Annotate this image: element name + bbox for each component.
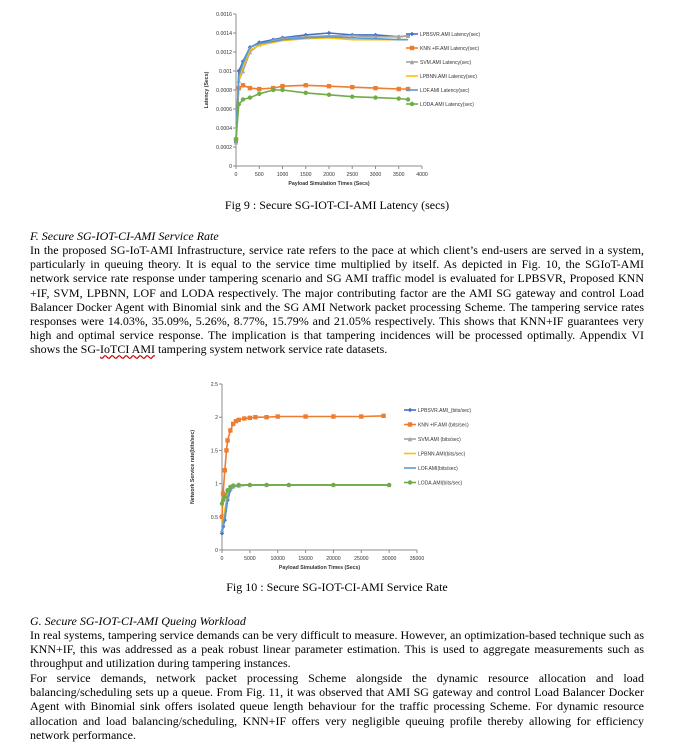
y-tick-label: 0.0008 (216, 88, 232, 94)
series-line (222, 485, 389, 530)
data-point (280, 84, 284, 88)
legend-entry: LODA.AMI(bits/sec) (418, 480, 463, 487)
data-point (237, 418, 241, 422)
y-tick-label: 0 (229, 164, 232, 170)
x-tick-label: 2000 (323, 172, 335, 178)
data-point (223, 468, 227, 472)
data-point (331, 483, 335, 487)
series-line (222, 485, 389, 532)
data-point (304, 83, 308, 87)
x-axis-label: Payload Simulation Times (Secs) (288, 181, 370, 187)
data-point (303, 414, 307, 418)
data-point (406, 97, 410, 101)
data-point (387, 483, 391, 487)
series-line (222, 416, 384, 517)
legend-entry: LPBNN.AMI(bits/sec) (418, 451, 466, 458)
data-point (241, 83, 245, 87)
data-point (327, 93, 331, 97)
legend-entry: KNN +IF.AMI Latency(sec) (420, 46, 480, 52)
y-tick-label: 0 (215, 548, 218, 554)
data-point (373, 86, 377, 90)
x-tick-label: 2500 (346, 172, 359, 178)
y-tick-label: 0.001 (219, 69, 232, 75)
data-point (223, 495, 227, 499)
data-point (241, 97, 245, 101)
data-point (237, 483, 241, 487)
legend-marker (408, 480, 412, 484)
x-tick-label: 5000 (244, 556, 256, 562)
legend-entry: SVM.AMI (bits/sec) (418, 437, 461, 443)
data-point (381, 414, 385, 418)
x-tick-label: 4000 (416, 172, 428, 178)
y-tick-label: 0.0004 (216, 126, 232, 132)
x-tick-label: 3000 (369, 172, 382, 178)
data-point (253, 415, 257, 419)
y-tick-label: 0.0006 (216, 107, 232, 113)
y-tick-label: 0.0016 (216, 12, 232, 18)
x-tick-label: 3500 (392, 172, 405, 178)
x-tick-label: 20000 (326, 556, 341, 562)
y-tick-label: 0.0012 (216, 50, 232, 56)
data-point (257, 92, 261, 96)
fig10-caption: Fig 10 : Secure SG-IOT-CI-AMI Service Rate (226, 580, 448, 594)
section-f-text-end: tampering system network service rate datasets. (155, 342, 388, 357)
data-point (237, 102, 241, 106)
data-point (264, 415, 268, 419)
x-tick-label: 35000 (409, 556, 425, 562)
data-point (228, 428, 232, 432)
series-line (236, 90, 408, 139)
series-line (222, 485, 389, 504)
legend-entry: LODA.AMI Latency(sec) (420, 102, 474, 108)
x-tick-label: 1000 (276, 172, 289, 178)
data-point (287, 483, 291, 487)
x-tick-label: 500 (254, 172, 264, 178)
x-tick-label: 0 (234, 172, 238, 178)
legend-marker (410, 46, 414, 50)
data-point (234, 137, 238, 141)
legend-entry: LPBSVR.AMI_(bits/sec) (418, 408, 472, 414)
data-point (225, 438, 229, 442)
data-point (248, 95, 252, 99)
section-f-paragraph (30, 243, 644, 357)
section-f-text: In the proposed SG-IoT-AMI Infrastructure, service rate refers to the pace at which client’s end-users are served in a system, particularly in queuing theory. It is equal to the service time multiplied by itself. As depicted in Fig. 10, the SGIoT-AMI network service rate response under tampering scenario and SG AMI traffic model is evaluated for LPBSVR, Proposed KNN +IF, SVM, LPBNN, LOF and LODA respectively. The major contributing factor are the AMI SG gateway and control Load Balancer Docker Agent with Binomial sink and the SG AMI Network packet processing Scheme. The tampering service rates responses were 14.03%, 35.09%, 5.26%, 8.77%, 15.79% and 21.05% respectively. This shows that KNN+IF guarantees very high and optimal service response. The implication is that tampering incidences will be processed optimally. Appendix VI shows the SG- (30, 243, 644, 357)
legend-entry: LPBSVR.AMI Latency(sec) (420, 32, 481, 38)
latency-chart (200, 4, 500, 196)
legend-marker (410, 32, 414, 36)
x-tick-label: 10000 (270, 556, 285, 562)
series-line (222, 485, 389, 534)
y-tick-label: 1.5 (210, 448, 218, 455)
x-tick-label: 30000 (381, 556, 397, 562)
legend-entry: KNN +IF.AMI (bits/sec) (418, 422, 469, 429)
data-point (271, 88, 275, 92)
x-tick-label: 25000 (354, 556, 369, 562)
data-point (331, 414, 335, 418)
data-point (280, 88, 284, 92)
data-point (242, 416, 246, 420)
y-tick-label: 0.0002 (216, 145, 232, 151)
data-point (248, 483, 252, 487)
legend-entry: SVM.AMI Latency(sec) (420, 60, 472, 66)
data-point (350, 85, 354, 89)
legend-marker (408, 422, 412, 426)
data-point (397, 96, 401, 100)
y-tick-label: 0.0014 (216, 31, 232, 37)
legend-marker (410, 102, 414, 106)
section-g-paragraph-2: For service demands, network packet processing Scheme alongside the dynamic resource allocation and load balancing/scheduling sets up a queue. From Fig. 11, it was observed that AMI SG gateway and control Load Balancer Docker Agent with Binomial sink offers isolated queue length behaviour for the traffic processing Scheme. For dynamic resource allocation and load balancing/scheduling, KNN+IF offers very negligible queuing profile thereby allowing for efficiency network performance. (30, 671, 644, 742)
series-line (222, 485, 389, 530)
legend-entry: LPBNN.AMI Latency(sec) (420, 74, 477, 80)
data-point (264, 483, 268, 487)
spellcheck-underlined-text: IoTCI AMI (100, 342, 156, 357)
legend-entry: LOF.AMI Latency(sec) (420, 88, 470, 94)
x-tick-label: 15000 (298, 556, 313, 562)
data-point (276, 414, 280, 418)
x-tick-label: 0 (220, 556, 224, 562)
data-point (248, 86, 252, 90)
x-tick-label: 1500 (299, 172, 312, 178)
data-point (231, 483, 235, 487)
y-tick-label: 2.5 (210, 382, 218, 388)
y-tick-label: 2 (215, 415, 218, 422)
y-tick-label: 0.5 (210, 514, 218, 521)
legend-marker (408, 408, 412, 412)
y-axis-label: Latency (Secs) (204, 71, 210, 109)
section-g-paragraph-1: In real systems, tampering service demands can be very difficult to measure. However, an optimization-based technique such as KNN+IF, this was addressed as a peak robust linear parameter estimation. This is used to aggregate measurements such as throughput and utilization during tampering instances. (30, 628, 644, 671)
y-axis-label: Network Service rate(bits/sec) (190, 429, 196, 505)
fig9-caption: Fig 9 : Secure SG-IOT-CI-AMI Latency (secs) (224, 198, 450, 212)
data-point (359, 414, 363, 418)
data-point (327, 84, 331, 88)
data-point (257, 87, 261, 91)
service-rate-chart (190, 378, 496, 576)
section-g-heading: G. Secure SG-IOT-CI-AMI Queing Workload (30, 614, 246, 628)
legend-entry: LOF.AMI(bits/sec) (418, 466, 458, 472)
y-tick-label: 1 (215, 481, 218, 488)
data-point (397, 87, 401, 91)
data-point (248, 416, 252, 420)
data-point (224, 448, 228, 452)
data-point (350, 94, 354, 98)
section-f-heading: F. Secure SG-IOT-CI-AMI Service Rate (30, 229, 219, 243)
x-axis-label: Payload Simulation Times (Secs) (278, 565, 361, 571)
data-point (304, 91, 308, 95)
data-point (373, 95, 377, 99)
